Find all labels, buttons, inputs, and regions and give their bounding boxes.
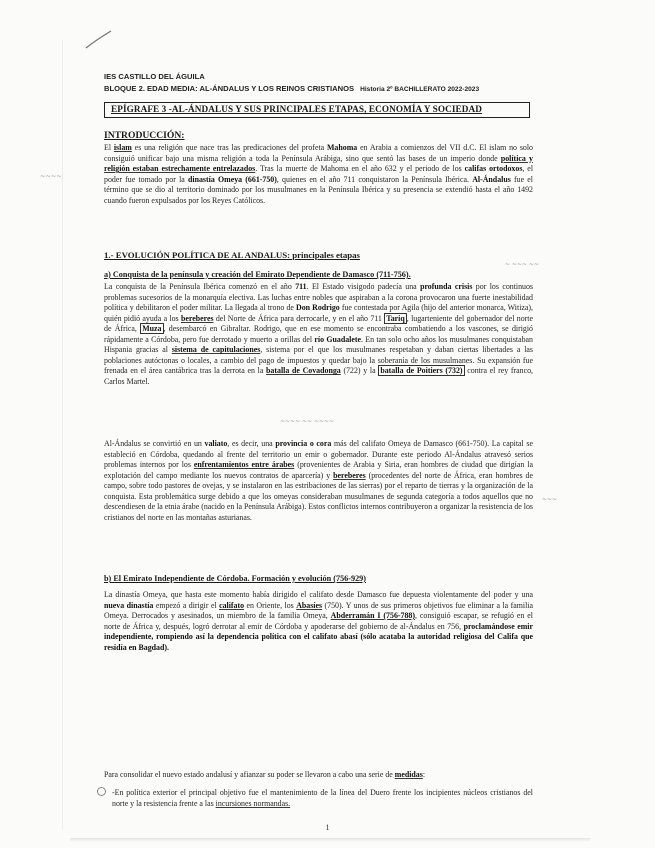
subsection-b-paragraph-2: Para consolidar el nuevo estado andalusí y afianzar su poder se llevaron a cabo una serie de medidas:	[104, 770, 426, 779]
subsection-a-paragraph-2: Al-Ándalus se convirtió en un valiato, es decir, una provincia o cora más del califato Omeya de Damasco (661-750). La capital se estableció en Córdoba, quedando al frente del territorio un emir o gobernador. Durante este periodo Al-Ándalus atravesó serios problemas internos por los enfrentamientos entre árabes (provenientes de Arabia y Siria, eran hombres de ciudad que dirigían la explotación del campo mediante los nuevos contratos de aparcería) y bereberes (procedentes del norte de África, eran hombres de campo, sobre todo pastores de ovejas, y se instalaron en las estribaciones de las sierras) por el reparto de tierras y la organización de la conquista. Esta problemática surge debido a que los omeyas consideraban musulmanes de segunda categoría a todos aquellos que no descendiesen de la etnia árabe (nacido en la Península Arábiga). Estos conflictos internos contribuyeron a organizar la resistencia de los cristianos del norte en las montañas asturianas.	[104, 439, 533, 522]
subsection-b-paragraph-1: La dinastía Omeya, que hasta este momento había dirigido el califato desde Damasco fue depuesta violentamente del poder y una nueva dinastía empezó a dirigir el califato en Oriente, los Abasíes (750). Y unos de sus primeros objetivos fue eliminar a la familia Omeya. Derrocados y asesinados, un miembro de la familia Omeya, Abderramán I (756-788), consiguió escapar, se refugió en el norte de África y, después, logró derrotar al emir de Córdoba y apoderarse del gobierno de al-Ándalus en 756, proclamándose emir independiente, rompiendo así la dependencia política con el califato abasí (sólo acataba la autoridad religiosa del Califa que residía en Bagdad).	[104, 590, 533, 652]
page-shadow-edge	[62, 40, 63, 830]
block-label: BLOQUE 2. EDAD MEDIA: AL-ÁNDALUS Y LOS REINOS CRISTIANOS	[104, 84, 355, 93]
pen-mark	[84, 28, 114, 50]
handwritten-note-right: ~ ~~~ ~~	[505, 261, 539, 268]
handwritten-note-inline: ~~~~ ~~ ~~~~	[280, 418, 335, 425]
page-number: 1	[325, 823, 330, 832]
subsection-b-paragraph-3: -En política exterior el principal objetivo fue el mantenimiento de la línea del Duero frente los incipientes núcleos cristianos del norte y la resistencia frente a las incursiones normandas.	[112, 788, 533, 808]
course-label: Historia 2º BACHILLERATO 2022-2023	[360, 86, 480, 93]
handwritten-note-margin: ~~~	[542, 496, 558, 503]
block-title	[104, 84, 479, 93]
scan-bottom-shadow	[70, 838, 590, 842]
school-name: IES CASTILLO DEL ÁGUILA	[104, 72, 205, 81]
subsection-a-paragraph-1: La conquista de la Península Ibérica comenzó en el año 711. El Estado visigodo padecía una profunda crisis por los continuos problemas sucesorios de la monarquía electiva. Las luchas entre nobles que aspiraban a la corona provocaron una fuerte inestabilidad política y debilitaron el poder militar. La llegada al trono de Don Rodrigo fue contestada por Agila (hijo del anterior monarca, Witiza), quién pidió ayuda a los bereberes del Norte de África para derrocarle, y en el año 711 Tariq , lugarteniente del gobernador del norte de África, Muza , desembarcó en Gibraltar. Rodrigo, que en ese momento se encontraba combatiendo a los vascones, se dirigió rápidamente a Córdoba, pero fue derrotado y muerto a orillas del río Guadalete. En tan solo ocho años los musulmanes conquistaban Hispania gracias al sistema de capitulaciones, sistema por el que los musulmanes respetaban y daban ciertas libertades a las poblaciones autóctonas o locales, a cambio del pago de impuestos y quedar bajo la soberanía de los musulmanes. Su expansión fue frenada en el área cantábrica tras la derrota en la batalla de Covadonga (722) y la batalla de Poitiers (732) contra el rey franco, Carlos Martel.	[104, 282, 534, 386]
handwritten-note-left: ~~~~	[40, 172, 62, 180]
section-1-heading: 1.- EVOLUCIÓN POLÍTICA DE AL ANDALUS: principales etapas	[104, 250, 360, 260]
intro-heading: INTRODUCCIÓN:	[104, 130, 185, 141]
intro-paragraph: El islam es una religión que nace tras las predicaciones del profeta Mahoma en Arabia a comienzos del VII d.C. El islam no solo consiguió unificar bajo una misma religión a toda la Península Arábiga, sino que sentó las bases de un imperio donde política y religión estaban estrechamente entrelazados. Tras la muerte de Mahoma en el año 632 y el periodo de los califas ortodoxos, el poder fue tomado por la dinastía Omeya (661-750), quienes en el año 711 conquistaron la Península Ibérica. Al-Ándalus fue el término que se dio al territorio dominado por los musulmanes en la Península Ibérica y su presencia se extendió hasta el año 1492 cuando fueron expulsados por los Reyes Católicos.	[104, 143, 534, 205]
margin-circle-mark	[97, 787, 106, 796]
subsection-a-heading: a) Conquista de la península y creación del Emirato Dependiente de Damasco (711-756).	[104, 270, 411, 279]
subsection-b-heading: b) El Emirato Independiente de Córdoba. Formación y evolución (756-929)	[104, 574, 366, 583]
epigraph-title: EPÍGRAFE 3 -AL-ÁNDALUS Y SUS PRINCIPALES ETAPAS, ECONOMÍA Y SOCIEDAD	[104, 102, 530, 118]
